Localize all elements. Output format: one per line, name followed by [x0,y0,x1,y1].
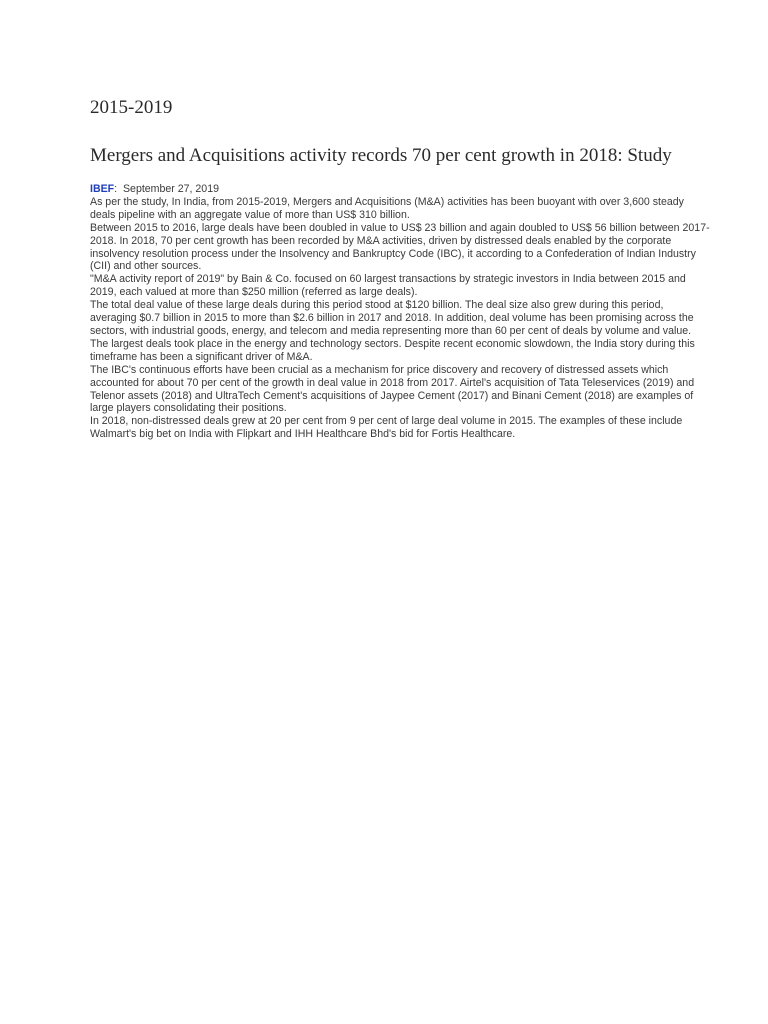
document-page [90,96,710,441]
paragraph-2: Between 2015 to 2016, large deals have been doubled in value to US$ 23 billion and again doubled to US$ 56 billion between 2017-2018. In 2018, 70 per cent growth has been recorded by M&A activities, driven by distressed deals enabled by the corporate insolvency resolution process under the Insolvency and Bankruptcy Code (IBC), it according to a Confederation of Indian Industry (CII) and other sources. [90,221,710,273]
paragraph-3: "M&A activity report of 2019" by Bain & Co. focused on 60 largest transactions by strategic investors in India between 2015 and 2019, each valued at more than $250 million (referred as large deals). [90,273,686,299]
article-title: Mergers and Acquisitions activity records 70 per cent growth in 2018: Study [90,145,672,166]
paragraph-6: The IBC's continuous efforts have been crucial as a mechanism for price discovery and recovery of distressed assets which accounted for about 70 per cent of the growth in deal value in 2018 from 2017. Airtel's acquisition of Tata Teleservices (2019) and Telenor assets (2018) and UltraTech Cement's acquisitions of Jaypee Cement (2017) and Binani Cement (2018) are examples of large players consolidating their positions. [90,363,695,415]
paragraph-7: In 2018, non-distressed deals grew at 20 per cent from 9 per cent of large deal volume in 2015. The examples of these include Walmart's big bet on India with Flipkart and IHH Healthcare Bhd's bid for Fortis Healthcare. [90,415,683,441]
paragraph-1: As per the study, In India, from 2015-2019, Mergers and Acquisitions (M&A) activities has been buoyant with over 3,600 steady deals pipeline with an aggregate value of more than US$ 310 billion. [90,195,684,221]
year-heading: 2015-2019 [90,97,173,118]
article-date: September 27, 2019 [122,183,219,195]
paragraph-5: The largest deals took place in the energy and technology sectors. Despite recent economic slowdown, the India story during this timeframe has been a significant driver of M&A. [90,337,695,363]
paragraph-4: The total deal value of these large deals during this period stood at $120 billion. The deal size also grew during this period, averaging $0.7 billion in 2015 to more than $2.6 billion in 2017 and 2018. In addition, deal volume has been promising across the sectors, with industrial goods, energy, and telecom and media representing more than 60 per cent of deals by volume and value. [90,299,694,337]
source-link[interactable]: IBEF [90,183,115,195]
byline [90,183,710,196]
article-body [90,183,710,441]
source-separator: : [114,183,118,195]
